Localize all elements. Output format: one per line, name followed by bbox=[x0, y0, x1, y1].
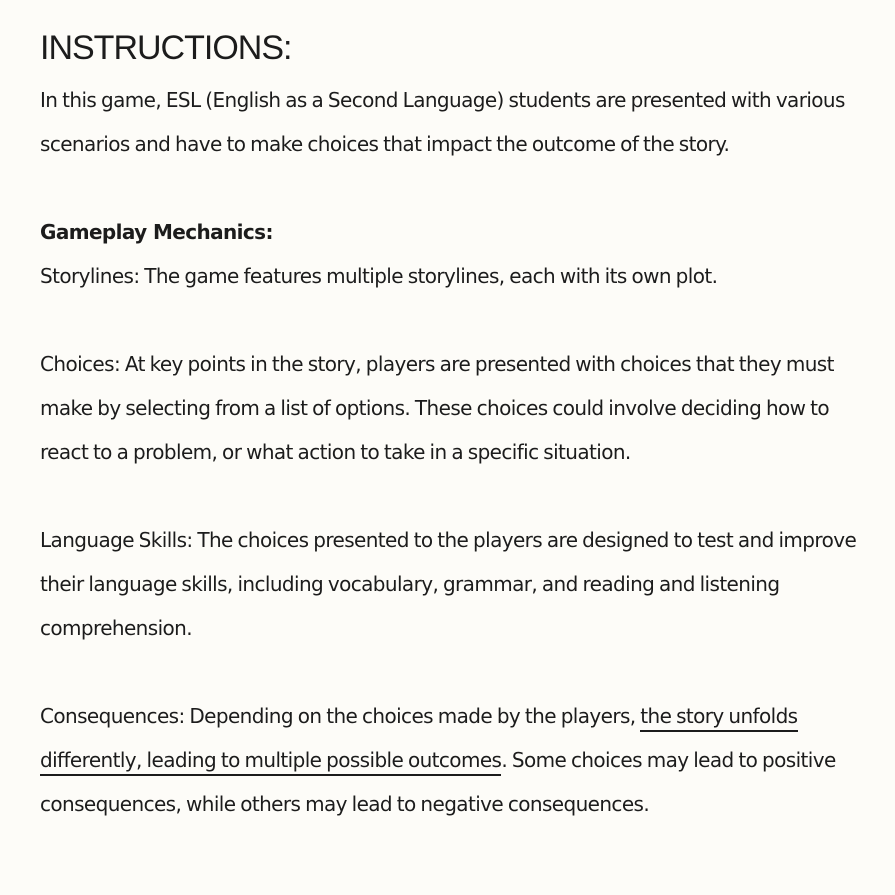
spacer bbox=[40, 474, 865, 518]
choices-paragraph: Choices: At key points in the story, players are presented with choices that they must make by selecting from a list of options. These choices could involve deciding how to react to a problem, or what action to take in a specific situation. bbox=[40, 352, 834, 464]
consequences-paragraph bbox=[40, 694, 865, 826]
underlined-text: the story unfolds differently, leading to multiple possible outcomes bbox=[40, 704, 798, 776]
storylines-paragraph: Storylines: The game features multiple storylines, each with its own plot. bbox=[40, 264, 718, 288]
page-title: INSTRUCTIONS: bbox=[40, 29, 292, 67]
language-skills-paragraph: Language Skills: The choices presented to the players are designed to test and improve their language skills, including vocabulary, grammar, and reading and listening comprehension. bbox=[40, 528, 857, 640]
intro-paragraph: In this game, ESL (English as a Second Language) students are presented with various scenarios and have to make choices that impact the outcome of the story. bbox=[40, 88, 845, 156]
consequences-tail: . Some choices may lead to positive consequences, while others may lead to negative consequences. bbox=[40, 748, 836, 816]
spacer bbox=[40, 298, 865, 342]
spacer bbox=[40, 650, 865, 694]
section-heading: Gameplay Mechanics: bbox=[40, 220, 273, 244]
consequences-lead: Consequences: Depending on the choices made by the players, bbox=[40, 704, 641, 728]
spacer bbox=[40, 166, 865, 210]
